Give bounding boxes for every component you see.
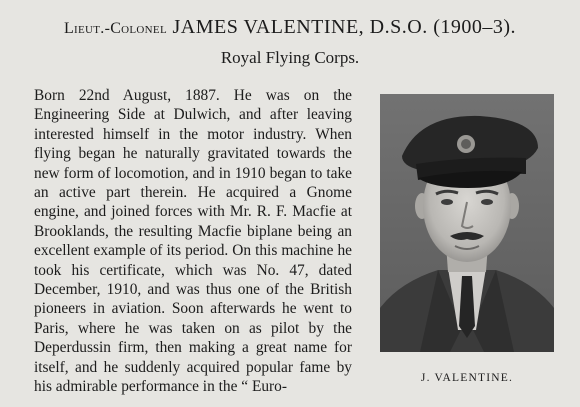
school-years: (1900–3). bbox=[433, 16, 517, 38]
officer-name: JAMES VALENTINE, D.S.O. bbox=[172, 16, 428, 38]
portrait-illustration bbox=[380, 94, 554, 352]
photo-caption: J. VALENTINE. bbox=[420, 372, 514, 384]
unit-name: Royal Flying Corps. bbox=[220, 48, 360, 67]
biography-text bbox=[34, 86, 352, 397]
officer-rank: Lieut.-Colonel bbox=[63, 20, 167, 37]
portrait-photo bbox=[380, 94, 554, 352]
page-header bbox=[0, 14, 580, 42]
biography-paragraph: Born 22nd August, 1887. He was on the Engineering Side at Dulwich, and after leaving interested himself in the motor industry. When flying began he naturally gravitated towards the new form of locomotion, and in 1910 began to take an active part therein. He acquired a Gnome engine, and joined forces with Mr. R. F. Macfie at Brooklands, the resulting Macfie biplane being an excellent example of its period. On this machine he took his certificate, which was No. 47, dated December, 1910, and was thus one of the British pioneers in aviation. Soon afterwards he went to Paris, where he was taken on as pilot by the Deperdussin firm, then making a great name for itself, and he suddenly acquired popular fame by his admirable performance in the “ Euro- bbox=[34, 87, 352, 396]
